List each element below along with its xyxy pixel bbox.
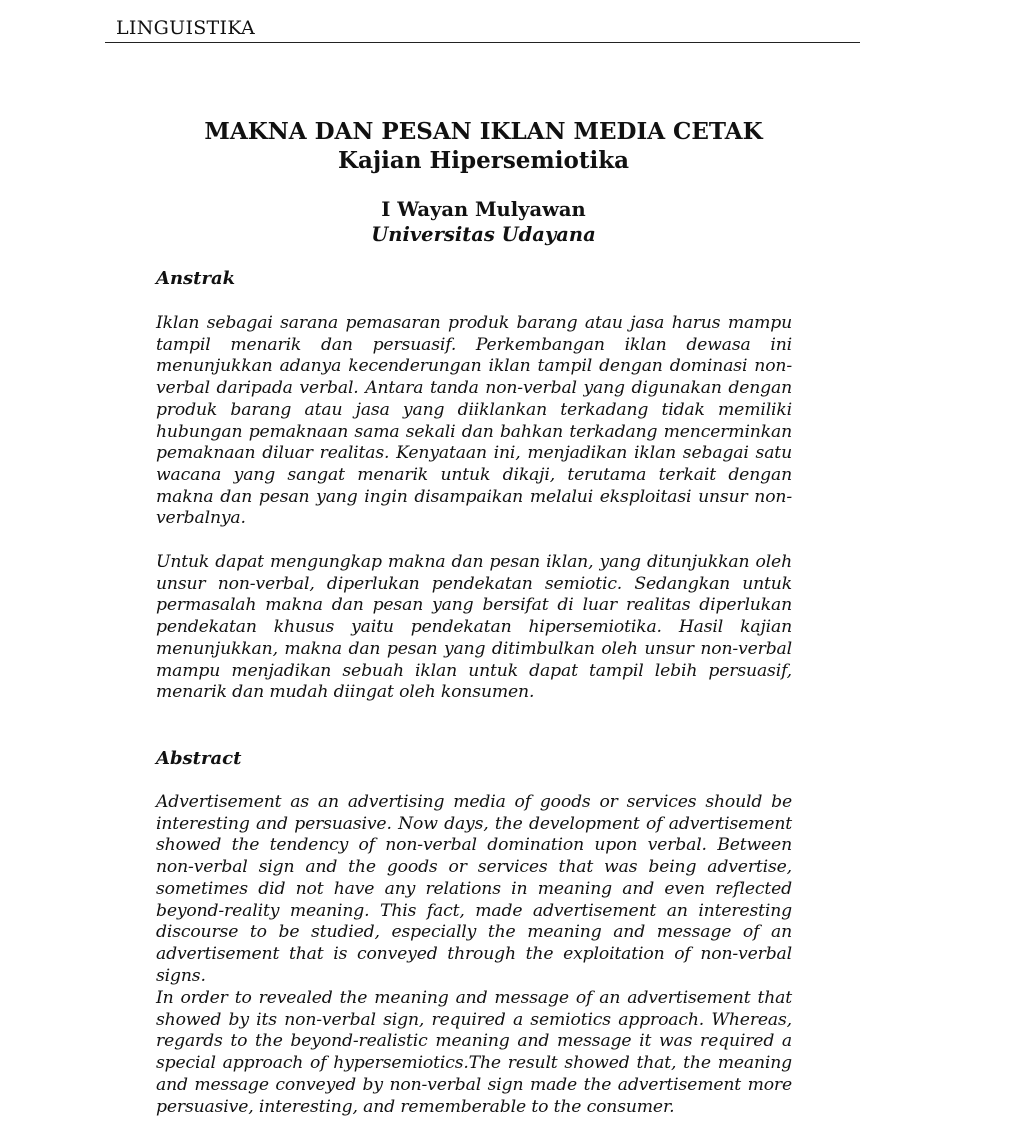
author-name: I Wayan Mulyawan [381, 198, 586, 221]
author-affiliation: Universitas Udayana [371, 223, 596, 246]
header-rule [105, 42, 860, 43]
abstract-paragraph-2: In order to revealed the meaning and message of an advertisement that showed by its non-verbal sign, required a semiotics approach. Whereas, regards to the beyond-realistic meaning and message it was required a special approach of hypersemiotics.The result showed that, the meaning and message conveyed by non-verbal sign made the advertisement more persuasive, interesting, and rememberable to the consumer. [156, 988, 792, 1117]
running-header: LINGUISTIKA [116, 17, 256, 39]
paper-title [105, 117, 862, 175]
title-main: MAKNA DAN PESAN IKLAN MEDIA CETAK [204, 118, 763, 145]
abstrak-paragraph-1: Iklan sebagai sarana pemasaran produk barang atau jasa harus mampu tampil menarik dan persuasif. Perkembangan iklan dewasa ini menunjukkan adanya kecenderungan iklan tampil dengan dominasi non-verbal daripada verbal. Antara tanda non-verbal yang digunakan dengan produk barang atau jasa yang diiklankan terkadang tidak memiliki hubungan pemaknaan sama sekali dan bahkan terkadang mencerminkan pemaknaan diluar realitas. Kenyataan ini, menjadikan iklan sebagai satu wacana yang sangat menarik untuk dikaji, terutama terkait dengan makna dan pesan yang ingin disampaikan melalui eksploitasi unsur non-verbalnya. [156, 313, 792, 529]
title-subtitle: Kajian Hipersemiotika [337, 147, 630, 174]
abstrak-heading: Anstrak [156, 268, 236, 289]
author-block [105, 197, 862, 247]
abstract-heading: Abstract [156, 748, 242, 769]
abstrak-paragraph-2: Untuk dapat mengungkap makna dan pesan iklan, yang ditunjukkan oleh unsur non-verbal, diperlukan pendekatan semiotic. Sedangkan untuk permasalah makna dan pesan yang bersifat di luar realitas diperlukan pendekatan khusus yaitu pendekatan hipersemiotika. Hasil kajian menunjukkan, makna dan pesan yang ditimbulkan oleh unsur non-verbal mampu menjadikan sebuah iklan untuk dapat tampil lebih persuasif, menarik dan mudah diingat oleh konsumen. [156, 552, 792, 703]
abstract-paragraph-1: Advertisement as an advertising media of goods or services should be interesting and persuasive. Now days, the development of advertisement showed the tendency of non-verbal domination upon verbal. Between non-verbal sign and the goods or services that was being advertise, sometimes did not have any relations in meaning and even reflected beyond-reality meaning. This fact, made advertisement an interesting discourse to be studied, especially the meaning and message of an advertisement that is conveyed through the exploitation of non-verbal signs. [156, 792, 792, 986]
